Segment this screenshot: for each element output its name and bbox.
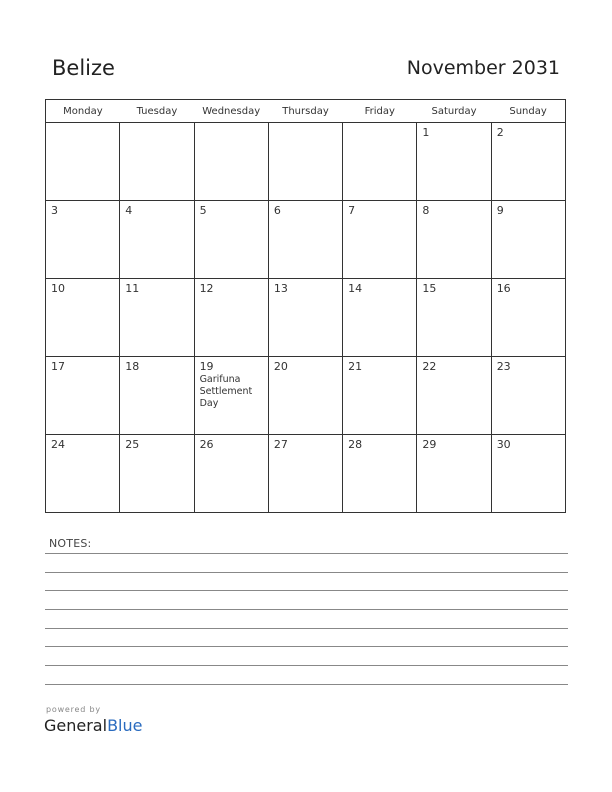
- weekday-monday: Monday: [46, 100, 120, 123]
- day-cell: [120, 357, 194, 435]
- day-number: 10: [51, 282, 65, 295]
- day-number: 21: [348, 360, 363, 373]
- day-cell: [491, 123, 565, 201]
- day-number: 17: [51, 360, 65, 373]
- day-cell: [194, 201, 268, 279]
- day-cell: [194, 279, 268, 357]
- day-cell: [343, 357, 417, 435]
- day-number: 26: [199, 438, 214, 451]
- weekday-tuesday: Tuesday: [120, 100, 194, 123]
- day-cell: [417, 201, 491, 279]
- notes-line: [45, 609, 568, 610]
- calendar-grid: [45, 99, 566, 513]
- day-number: 6: [273, 204, 281, 217]
- day-cell: [343, 123, 417, 201]
- notes-line: [45, 646, 568, 647]
- day-cell: [417, 123, 491, 201]
- country-title: Belize: [52, 56, 115, 80]
- day-number: 1: [422, 126, 430, 139]
- powered-by-label: powered by: [46, 705, 101, 714]
- day-number: 18: [125, 360, 140, 373]
- day-cell: [120, 201, 194, 279]
- day-cell: [46, 435, 120, 513]
- weekday-friday: Friday: [343, 100, 417, 123]
- notes-line: [45, 572, 568, 573]
- day-cell: [120, 123, 194, 201]
- day-number: 5: [199, 204, 207, 217]
- weekday-thursday: Thursday: [268, 100, 342, 123]
- day-cell: [417, 435, 491, 513]
- day-number: 28: [348, 438, 363, 451]
- day-number: 9: [496, 204, 504, 217]
- logo-general-text: General: [44, 716, 108, 735]
- day-cell: [194, 123, 268, 201]
- day-cell: [46, 201, 120, 279]
- generalblue-logo: [44, 716, 142, 735]
- logo-blue-text: Blue: [107, 716, 143, 735]
- day-number: 8: [422, 204, 430, 217]
- day-number: 22: [422, 360, 437, 373]
- notes-label: NOTES:: [49, 537, 92, 550]
- day-cell: [343, 279, 417, 357]
- day-cell: [268, 435, 342, 513]
- holiday-label: Garifuna Settlement Day: [199, 374, 253, 409]
- day-number: 27: [273, 438, 288, 451]
- day-cell: [268, 279, 342, 357]
- day-number: 25: [125, 438, 140, 451]
- day-number: 11: [125, 282, 140, 295]
- day-number: 16: [496, 282, 511, 295]
- day-cell: [268, 201, 342, 279]
- week-row: [46, 357, 566, 435]
- week-row: [46, 435, 566, 513]
- day-cell: [268, 357, 342, 435]
- day-cell: [491, 357, 565, 435]
- notes-line: [45, 628, 568, 629]
- day-number: 12: [199, 282, 214, 295]
- day-cell: [120, 279, 194, 357]
- day-cell: [46, 123, 120, 201]
- weekday-header-row: [46, 100, 566, 123]
- day-cell: [491, 201, 565, 279]
- week-row: [46, 201, 566, 279]
- day-number: 24: [51, 438, 65, 451]
- day-number: 14: [348, 282, 363, 295]
- day-number: 20: [273, 360, 288, 373]
- day-number: 15: [422, 282, 437, 295]
- day-number: 29: [422, 438, 437, 451]
- notes-line: [45, 590, 568, 591]
- day-cell-holiday: [194, 357, 268, 435]
- day-cell: [417, 279, 491, 357]
- day-cell: [491, 279, 565, 357]
- day-cell: [194, 435, 268, 513]
- day-cell: [343, 201, 417, 279]
- week-row: [46, 123, 566, 201]
- notes-line: [45, 553, 568, 554]
- day-cell: [491, 435, 565, 513]
- day-number: 23: [496, 360, 511, 373]
- week-row: [46, 279, 566, 357]
- day-number: 13: [273, 282, 288, 295]
- weekday-saturday: Saturday: [417, 100, 491, 123]
- day-cell: [268, 123, 342, 201]
- day-cell: [343, 435, 417, 513]
- day-number: 7: [348, 204, 356, 217]
- notes-line: [45, 684, 568, 685]
- weekday-wednesday: Wednesday: [194, 100, 268, 123]
- day-number: 30: [496, 438, 511, 451]
- month-title: November 2031: [406, 57, 560, 79]
- day-number: 4: [125, 204, 133, 217]
- day-number: 3: [51, 204, 58, 217]
- day-number: 2: [496, 126, 504, 139]
- weekday-sunday: Sunday: [491, 100, 565, 123]
- day-cell: [120, 435, 194, 513]
- day-cell: [417, 357, 491, 435]
- notes-line: [45, 665, 568, 666]
- day-cell: [46, 279, 120, 357]
- day-cell: [46, 357, 120, 435]
- day-number: 19: [199, 360, 214, 373]
